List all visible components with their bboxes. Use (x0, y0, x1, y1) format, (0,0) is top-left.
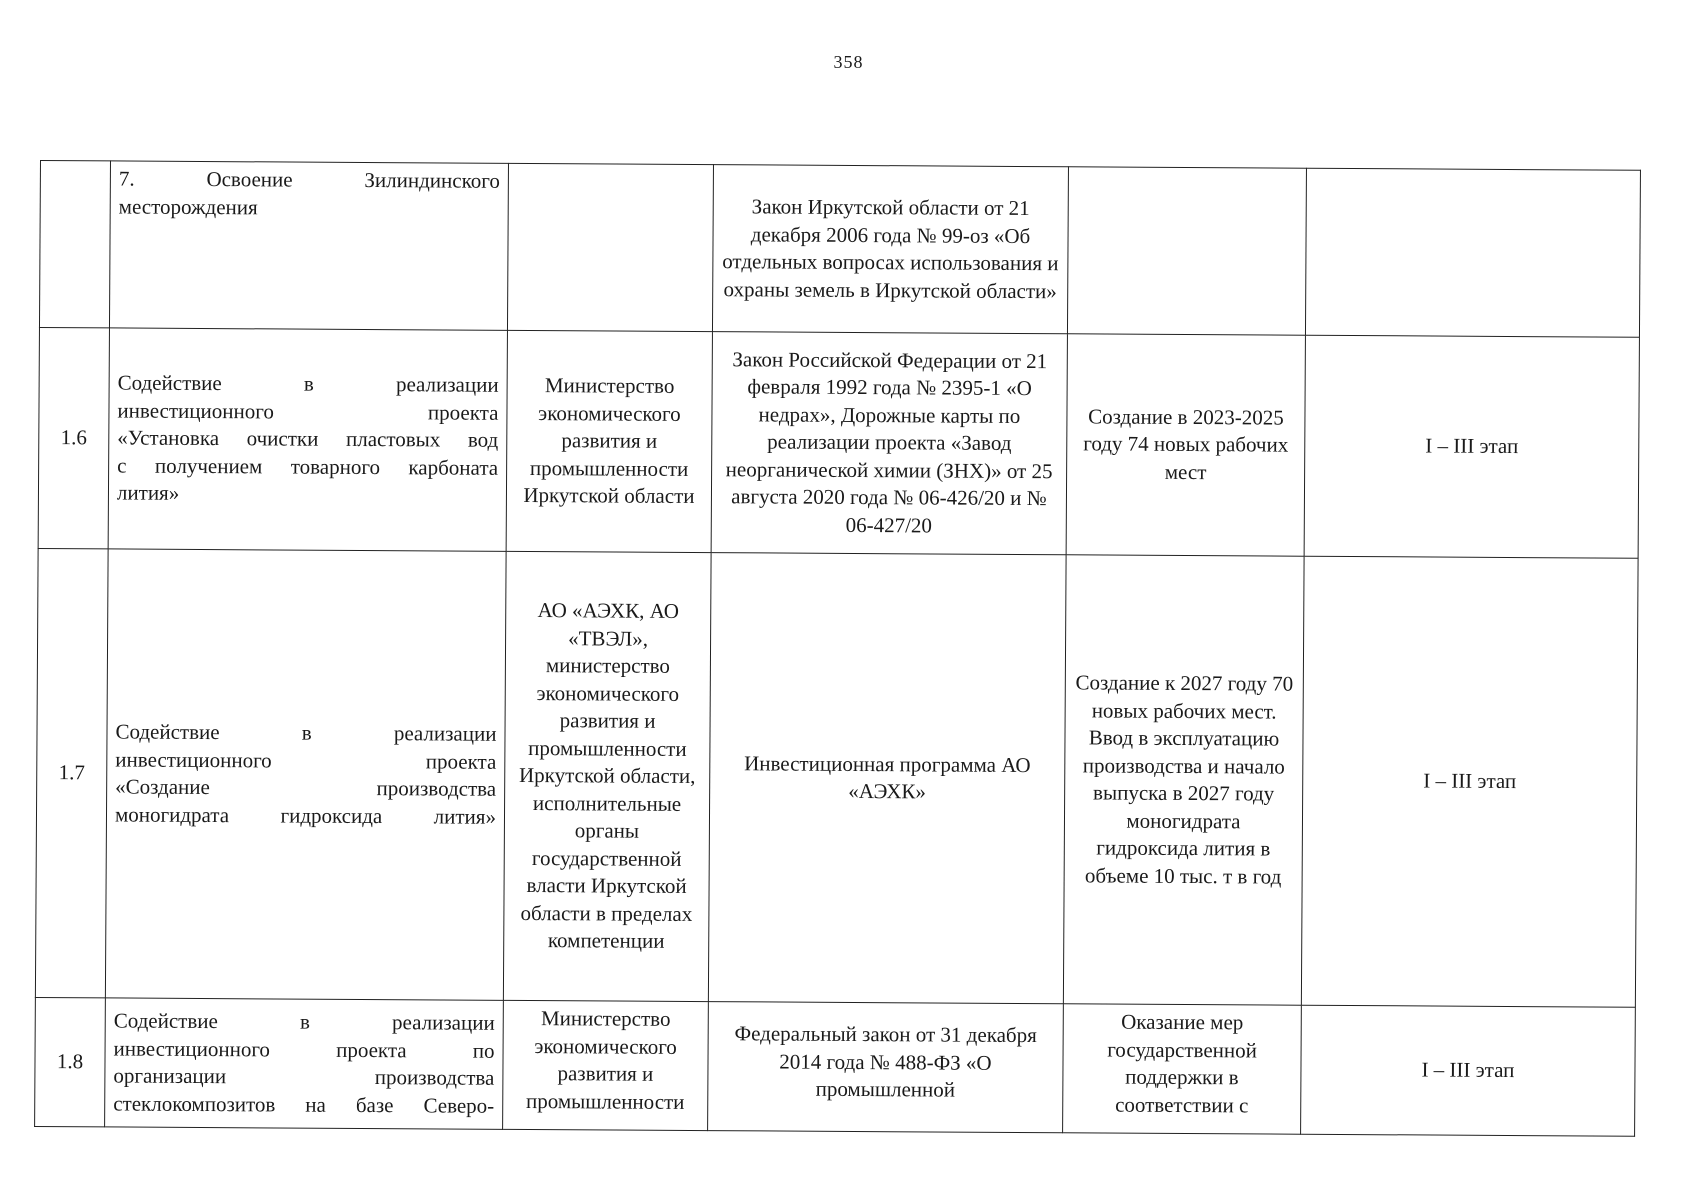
measure-line: «Установка очистки пластовых вод (117, 425, 499, 453)
executor-cell: АО «АЭХК, АО «ТВЭЛ», министерство экономического развития и промышленности Иркутской области, исполнительные органы государственной власти Иркутской области в пределах компетенции (503, 551, 711, 1001)
measure-line: инвестиционного проекта (117, 398, 499, 425)
measure-line: инвестиционного проекта (115, 746, 497, 774)
measure-line: с получением товарного карбоната (117, 453, 499, 480)
legal-document-cell: Закон Российской Федерации от 21 февраля 1992 года № 2395-1 «О недрах», Дорожные карты по реализации проекта «Завод неорганической химии (ЗНХ)» от 25 августа 2020 года № 06-426/20 и № 06-427/20 (711, 332, 1067, 555)
executor-cell: Министерство экономического развития и промышленности Иркутской области (506, 330, 712, 552)
measure-line: лития» (116, 480, 180, 506)
expected-result-cell: Оказание мер государственной поддержки в соответствии с (1063, 1004, 1302, 1134)
legal-document-cell: Инвестиционная программа АО «АЭХК» (708, 553, 1066, 1004)
page-number: 358 (833, 52, 864, 72)
expected-result-cell (1067, 167, 1306, 335)
measure-line: «Создание производства (115, 774, 497, 801)
measure-line: 7. Освоение Зилиндинского (118, 166, 500, 193)
row-number-cell: 1.8 (35, 997, 106, 1126)
stage-cell (1305, 168, 1640, 337)
measure-line: Содействие в реализации (117, 370, 499, 398)
measure-cell (105, 998, 504, 1129)
row-number-cell: 1.6 (38, 327, 109, 548)
table-row (35, 997, 1636, 1136)
measure-line: организации производства (113, 1063, 495, 1090)
executor-cell (507, 163, 713, 331)
measure-line: стеклокомпозитов на базе Северо- (113, 1090, 495, 1118)
executor-cell: Министерство экономического развития и промышленности (503, 1000, 709, 1130)
stage-cell: I – III этап (1304, 335, 1639, 558)
measure-line: инвестиционного проекта по (113, 1035, 495, 1063)
expected-result-cell: Создание к 2027 году 70 новых рабочих мест. Ввод в эксплуатацию производства и начало выпуска в 2027 году моногидрата гидроксида лития в объеме 10 тыс. т в год (1063, 555, 1304, 1005)
legal-document-cell: Закон Иркутской области от 21 декабря 2006 года № 99-оз «Об отдельных вопросах использования и охраны земель в Иркутской области» (712, 165, 1068, 334)
table-row (38, 327, 1639, 558)
measure-line: месторождения (118, 193, 258, 219)
row-number-cell: 1.7 (35, 548, 108, 997)
measure-line: Содействие в реализации (113, 1008, 495, 1035)
legal-document-cell: Федеральный закон от 31 декабря 2014 года № 488-ФЗ «О промышленной (708, 1002, 1064, 1133)
stage-cell: I – III этап (1301, 556, 1638, 1007)
stage-cell: I – III этап (1301, 1005, 1636, 1136)
measure-cell (109, 161, 508, 330)
measure-cell (105, 549, 506, 1000)
table-row (35, 548, 1638, 1007)
expected-result-cell: Создание в 2023-2025 году 74 новых рабочих мест (1066, 334, 1305, 556)
program-measures-table (34, 160, 1641, 1137)
measure-line: Содействие в реализации (115, 719, 497, 746)
table-row (39, 161, 1640, 338)
row-number-cell (39, 161, 110, 328)
measure-line: моногидрата гидроксида лития» (114, 801, 497, 829)
measure-cell (108, 328, 507, 551)
